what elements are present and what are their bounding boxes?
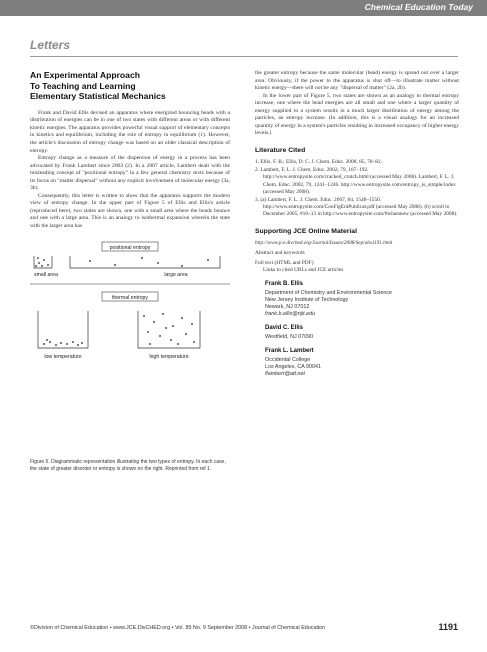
article-title (30, 70, 230, 102)
large-area-container (70, 256, 220, 268)
author-address: Westfield, NJ 07090 (265, 334, 314, 341)
large-area-label: large area (164, 271, 188, 278)
small-area-beads (35, 257, 49, 267)
section-title: Letters (30, 38, 71, 52)
footer-text: ©Division of Chemical Education • www.JCE.DivCHED.org • Vol. 85 No. 9 September 2008 • Journal of Chemical Education (30, 625, 326, 631)
author-email[interactable]: flambert@att.net (265, 371, 305, 378)
low-temperature-label: low temperature (44, 353, 82, 360)
author-affiliation: Department of Chemistry and Environmental Science (265, 290, 393, 297)
high-temperature-beads (143, 313, 195, 345)
right-column (255, 70, 459, 378)
entropy-diagram (30, 236, 230, 411)
title-line-2: To Teaching and Learning (30, 80, 136, 91)
author-block (265, 281, 459, 318)
author-name: Frank B. Ellis (265, 281, 304, 288)
low-temperature-beads (43, 339, 83, 346)
author-address: Los Angeles, CA 90041 (265, 364, 322, 371)
title-line-1: An Experimental Approach (30, 70, 140, 80)
author-email[interactable]: frank.b.ellis@njit.edu (265, 311, 316, 318)
positional-entropy-label: positional entropy (109, 244, 151, 251)
author-name: Frank L. Lambert (265, 348, 314, 355)
author-affiliation: New Jersey Institute of Technology (265, 297, 349, 304)
reference-item: 3. (a) Lambert, F. L. J. Chem. Educ. 2007, 84, 1548–1550. http://www.entropysite.com/ConFigEntPublicat.pdf (accessed May 2008). (b) scroll to December 2005, #10–13 in http://www.entropysite.com/#whatsnew (accessed May 2008). (255, 196, 458, 218)
reference-list (255, 159, 459, 219)
low-temperature-container (38, 311, 88, 348)
author-name: David C. Ellis (265, 325, 304, 332)
reference-item: 1. Ellis, F. B.; Ellis, D. C. J. Chem. Educ. 2008, 85, 78–82. (255, 158, 383, 165)
supporting-url[interactable]: http://www.jce.divched.org/Journal/Issues/2008/Sep/abs1191.html (255, 239, 393, 246)
page-footer (30, 622, 458, 632)
paragraph: Consequently, this letter is written to show that the apparatus supports the modern view of entropy change. In the upper part of Figure 5 of Ellis and Ellis's article (reproduced here), two states are shown, one with a small area where the beads bounce and one with a large area. This is an analogy to isothermal expansion wherein the state with the larger area has (30, 192, 230, 229)
left-column (30, 70, 230, 432)
supporting-heading: Supporting JCE Online Material (255, 227, 357, 235)
title-line-3: Elementary Statistical Mechanics (30, 91, 166, 102)
thermal-entropy-label: thermal entropy (111, 294, 149, 301)
small-area-label: small area (34, 271, 58, 278)
paragraph: Frank and David Ellis devised an apparatus where energized bouncing beads with a distribution of energies can be in one of two states with different areas or with different kinetic energies. The apparatus provides powerful visual support of elementary concepts in kinetics and equilibrium, including the role of entropy in equilibrium (1). However, the article's discussion of entropy change was based on an older classical description of entropy. (30, 109, 230, 154)
reference-item: 2. Lambert, F. L. J. Chem. Educ. 2002, 79, 187–192. http://www.entropysite.com/cracked_crutch.html (accessed May 2008). Lambert, F. L. J. Chem. Educ. 2002, 79, 1241–1246. http://www.entropysite.com/entropy_is_simple/index (accessed May 2008). (255, 167, 456, 195)
author-block (265, 325, 459, 341)
page-number: 1191 (438, 622, 458, 632)
supporting-abstract: Abstract and keywords (255, 249, 305, 256)
supporting-fulltext: Full text (HTML and PDF) (255, 259, 314, 266)
author-affiliation: Occidental College (265, 357, 311, 364)
literature-heading: Literature Cited (255, 146, 306, 154)
journal-header-bar (0, 0, 487, 16)
author-address: Newark, NJ 07012 (265, 304, 310, 311)
journal-header-title: Chemical Education Today (364, 2, 473, 12)
section-divider (30, 56, 458, 57)
paragraph: the greater entropy because the same molecular (bead) energy is spread out over a larger area. Obviously, if the power to the apparatus is shut off—to illustrate matter without kinetic energy—there will not be any "dispersal of matter" (2a, 2b). (255, 70, 459, 92)
supporting-links: Links to cited URLs and JCE articles (263, 266, 344, 273)
author-block (265, 348, 459, 378)
paragraph: Entropy change as a measure of the dispersion of energy in a process has been advocated by Frank Lambert since 2002 (2). In a 2007 article, Lambert dealt with the misleading concept of "positional entropy" in a few general chemistry texts because of its focus on "matter dispersal" without any explicit involvement of molecular energy (3a, 3b). (30, 155, 230, 192)
paragraph: In the lower part of Figure 5, two states are shown as an analogy to thermal entropy increase, one where the bead energies are all small and one where a larger quantity of energy supplied to a system results in a much larger distribution of energy among the particles, an entropy increase. (In addition, this is a visual analogy for an increased quantity of energy in a system's particles resulting in increased occupancy of higher energy levels.) (255, 92, 459, 137)
large-area-beads (89, 257, 209, 267)
figure-5 (30, 236, 230, 432)
high-temperature-container (138, 311, 200, 348)
high-temperature-label: high temperature (149, 353, 189, 360)
figure-caption: Figure 5. Diagrammatic representation illustrating the two types of entropy. In each case, the state of greater disorder or entropy is shown on the right. Reprinted from ref 1. (30, 459, 226, 472)
